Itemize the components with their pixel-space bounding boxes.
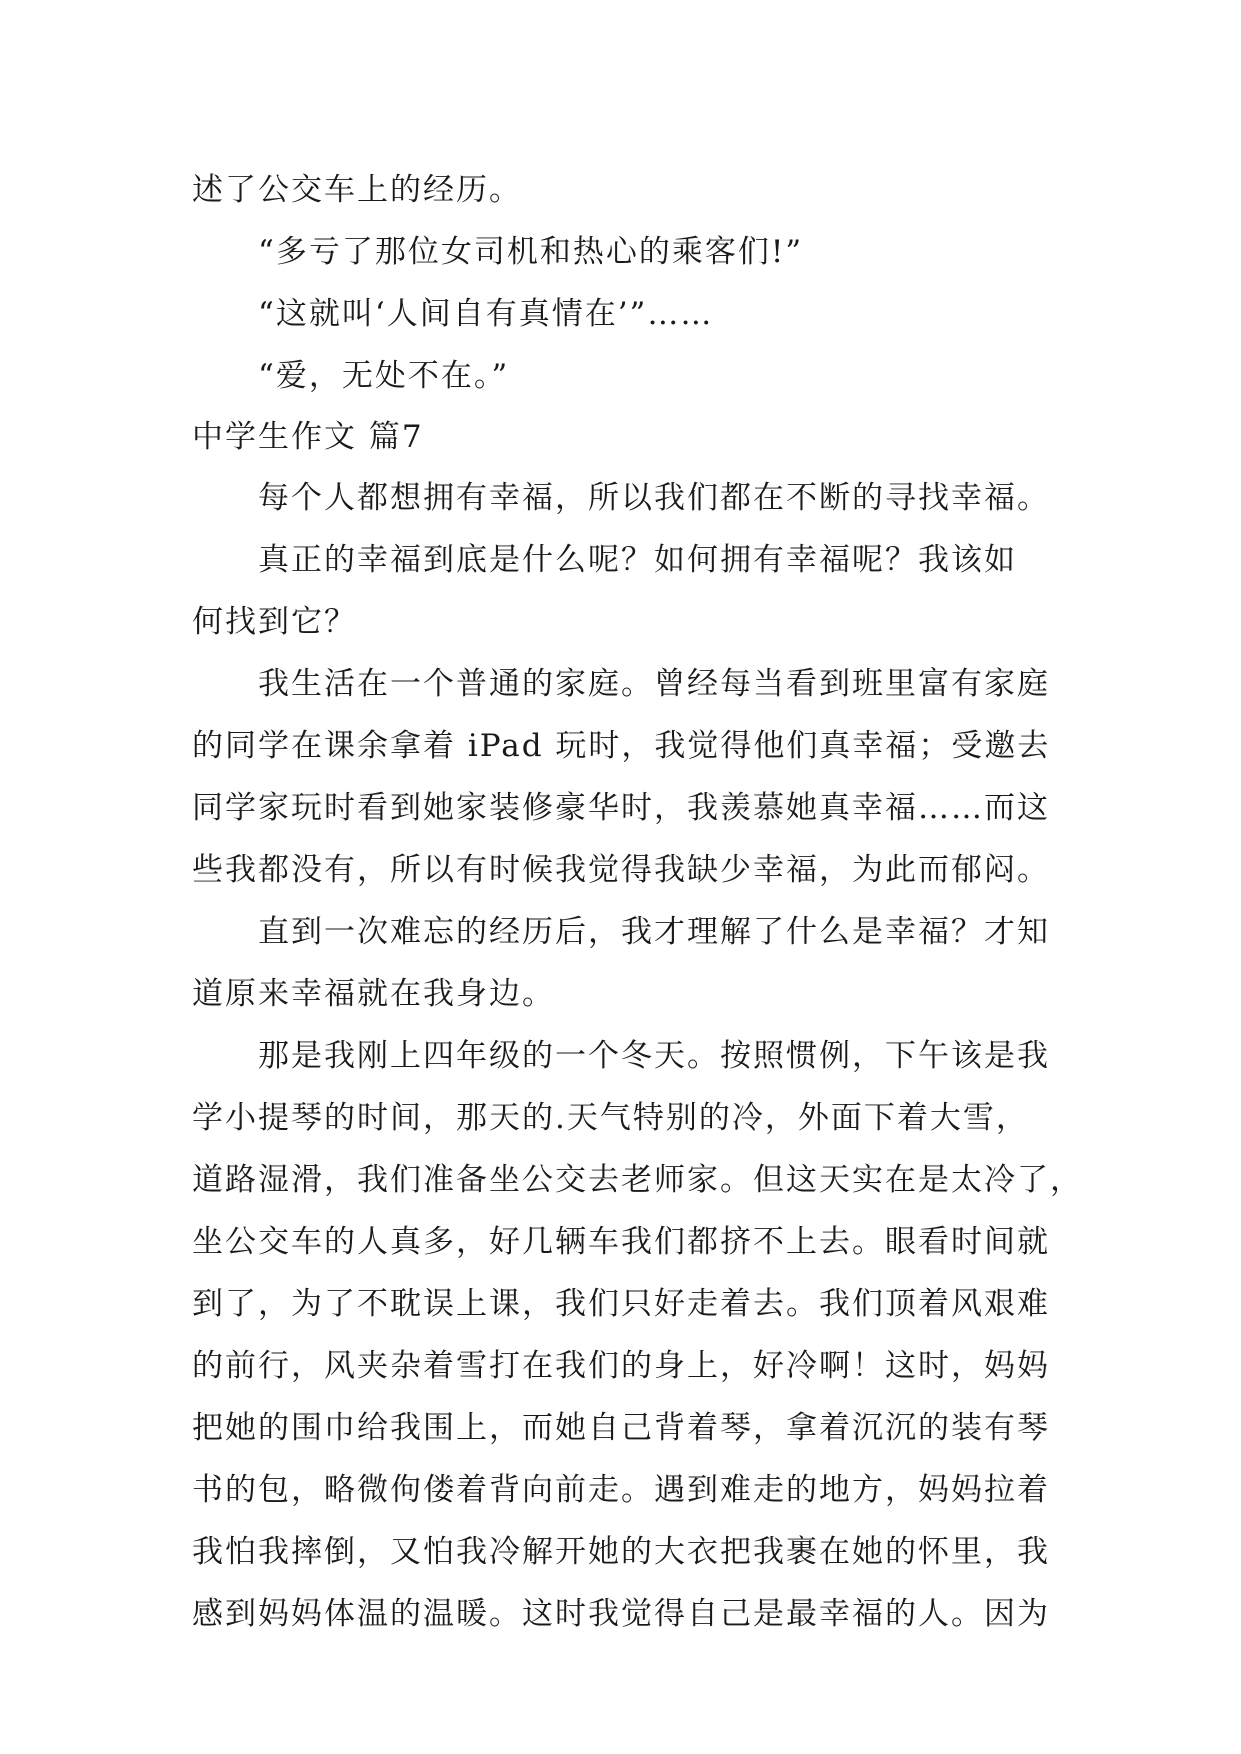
paragraph-line: 学小提琴的时间，那天的.天气特别的冷，外面下着大雪， (192, 1100, 1029, 1136)
paragraph-line: 的前行，风夹杂着雪打在我们的身上，好冷啊！这时，妈妈 (192, 1348, 1050, 1384)
paragraph-line: 书的包，略微佝偻着背向前走。遇到难走的地方，妈妈拉着 (192, 1472, 1050, 1508)
paragraph-line: 同学家玩时看到她家装修豪华时，我羡慕她真幸福……而这 (192, 790, 1050, 826)
paragraph-line: 每个人都想拥有幸福，所以我们都在不断的寻找幸福。 (258, 480, 1050, 516)
paragraph-line: 我生活在一个普通的家庭。曾经每当看到班里富有家庭 (258, 666, 1050, 702)
paragraph-line: 我怕我摔倒，又怕我冷解开她的大衣把我裹在她的怀里，我 (192, 1534, 1050, 1570)
paragraph-line: 坐公交车的人真多，好几辆车我们都挤不上去。眼看时间就 (192, 1224, 1050, 1260)
paragraph-line: 道路湿滑，我们准备坐公交去老师家。但这天实在是太冷了， (192, 1162, 1083, 1198)
paragraph-line: 真正的幸福到底是什么呢？如何拥有幸福呢？我该如 (258, 542, 1017, 578)
paragraph-line: 把她的围巾给我围上，而她自己背着琴，拿着沉沉的装有琴 (192, 1410, 1050, 1446)
paragraph-line: 述了公交车上的经历。 (192, 172, 522, 208)
paragraph-line: 的同学在课余拿着 iPad 玩时，我觉得他们真幸福；受邀去 (192, 728, 1051, 764)
paragraph-line: “多亏了那位女司机和热心的乘客们!” (258, 234, 804, 270)
paragraph-line: 何找到它？ (192, 604, 357, 640)
paragraph-line: 道原来幸福就在我身边。 (192, 976, 555, 1012)
document-body (192, 159, 1083, 1645)
section-heading: 中学生作文 篇7 (192, 419, 424, 455)
paragraph-line: 感到妈妈体温的温暖。这时我觉得自己是最幸福的人。因为 (192, 1596, 1050, 1632)
paragraph-line: 到了，为了不耽误上课，我们只好走着去。我们顶着风艰难 (192, 1286, 1050, 1322)
paragraph-line: 直到一次难忘的经历后，我才理解了什么是幸福？才知 (258, 914, 1050, 950)
paragraph-line: “这就叫‘人间自有真情在’”…… (258, 296, 714, 332)
paragraph-line: “爱，无处不在。” (258, 358, 510, 394)
paragraph-line: 那是我刚上四年级的一个冬天。按照惯例，下午该是我 (258, 1038, 1050, 1074)
paragraph-line: 些我都没有，所以有时候我觉得我缺少幸福，为此而郁闷。 (192, 852, 1050, 888)
